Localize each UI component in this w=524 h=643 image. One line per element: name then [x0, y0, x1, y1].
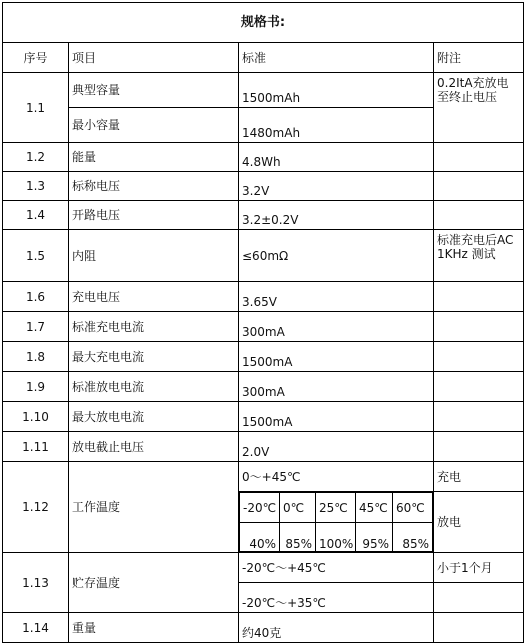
row-seq: 1.14	[3, 613, 69, 643]
row-standard: 1480mAh	[239, 108, 434, 143]
row-item: 重量	[69, 613, 239, 643]
row-note	[434, 402, 524, 432]
table-row	[3, 402, 524, 432]
row-standard: 1500mA	[239, 342, 434, 372]
header-note: 附注	[434, 43, 524, 73]
row-item: 最小容量	[69, 108, 239, 143]
table-row	[3, 201, 524, 230]
table-row	[3, 613, 524, 643]
row-item: 能量	[69, 143, 239, 172]
row-standard: 300mA	[239, 312, 434, 342]
row-item: 标准充电电流	[69, 312, 239, 342]
table-row	[3, 312, 524, 342]
row-seq: 1.10	[3, 402, 69, 432]
row-seq: 1.13	[3, 553, 69, 613]
header-seq: 序号	[3, 43, 69, 73]
row-item: 贮存温度	[69, 553, 239, 613]
sheet-title: 规格书:	[3, 3, 524, 43]
row-note	[434, 583, 524, 613]
row-standard: ≤60mΩ	[239, 230, 434, 282]
row-note: 标准充电后AC 1KHz 测试	[434, 230, 524, 282]
header-standard: 标准	[239, 43, 434, 73]
row-seq: 1.12	[3, 462, 69, 553]
temp-cell: 0℃	[280, 493, 316, 523]
table-row	[3, 143, 524, 172]
temp-cell: 25℃	[316, 493, 356, 523]
row-seq: 1.4	[3, 201, 69, 230]
table-row	[3, 372, 524, 402]
spec-table	[2, 2, 524, 643]
row-note	[434, 143, 524, 172]
discharge-grid-cell	[239, 492, 434, 553]
row-note	[434, 372, 524, 402]
row-note	[434, 432, 524, 462]
row-item: 放电截止电压	[69, 432, 239, 462]
table-row	[3, 230, 524, 282]
table-row	[3, 172, 524, 201]
row-item: 工作温度	[69, 462, 239, 553]
row-seq: 1.6	[3, 282, 69, 312]
temp-cell: 45℃	[356, 493, 393, 523]
row-item: 最大充电电流	[69, 342, 239, 372]
row-item: 开路电压	[69, 201, 239, 230]
row-item: 内阻	[69, 230, 239, 282]
row-seq: 1.1	[3, 73, 69, 143]
row-standard: 约40克	[239, 613, 434, 643]
row-note: 0.2ItA充放电至终止电压	[434, 73, 524, 143]
row-note	[434, 342, 524, 372]
discharge-note: 放电	[434, 492, 524, 553]
row-item: 最大放电电流	[69, 402, 239, 432]
header-item: 项目	[69, 43, 239, 73]
discharge-temp-grid	[239, 492, 433, 552]
row-seq: 1.2	[3, 143, 69, 172]
row-standard: 2.0V	[239, 432, 434, 462]
row-standard: 3.65V	[239, 282, 434, 312]
table-row	[3, 73, 524, 108]
temp-cell: 60℃	[393, 493, 433, 523]
row-seq: 1.11	[3, 432, 69, 462]
capacity-pct-cell: 100%	[316, 523, 356, 552]
row-seq: 1.3	[3, 172, 69, 201]
row-standard: 4.8Wh	[239, 143, 434, 172]
row-seq: 1.7	[3, 312, 69, 342]
row-seq: 1.9	[3, 372, 69, 402]
temp-cell: -20℃	[240, 493, 280, 523]
row-note	[434, 172, 524, 201]
capacity-pct-cell: 85%	[280, 523, 316, 552]
row-item: 典型容量	[69, 73, 239, 108]
table-row	[3, 462, 524, 492]
row-note: 小于1个月	[434, 553, 524, 583]
row-note	[434, 613, 524, 643]
table-row	[3, 432, 524, 462]
charge-temp-range: 0～+45℃	[239, 462, 434, 492]
row-standard: 300mA	[239, 372, 434, 402]
row-standard: -20℃～+45℃	[239, 553, 434, 583]
row-item: 标称电压	[69, 172, 239, 201]
row-standard: 1500mA	[239, 402, 434, 432]
charge-note: 充电	[434, 462, 524, 492]
table-row	[3, 342, 524, 372]
table-row	[3, 282, 524, 312]
row-seq: 1.5	[3, 230, 69, 282]
capacity-pct-cell: 40%	[240, 523, 280, 552]
capacity-pct-cell: 85%	[393, 523, 433, 552]
row-note	[434, 312, 524, 342]
row-standard: 1500mAh	[239, 73, 434, 108]
row-item: 标准放电电流	[69, 372, 239, 402]
row-note	[434, 282, 524, 312]
row-note	[434, 201, 524, 230]
row-standard: -20℃～+35℃	[239, 583, 434, 613]
row-standard: 3.2±0.2V	[239, 201, 434, 230]
capacity-pct-cell: 95%	[356, 523, 393, 552]
row-item: 充电电压	[69, 282, 239, 312]
table-row	[3, 553, 524, 583]
row-standard: 3.2V	[239, 172, 434, 201]
row-seq: 1.8	[3, 342, 69, 372]
